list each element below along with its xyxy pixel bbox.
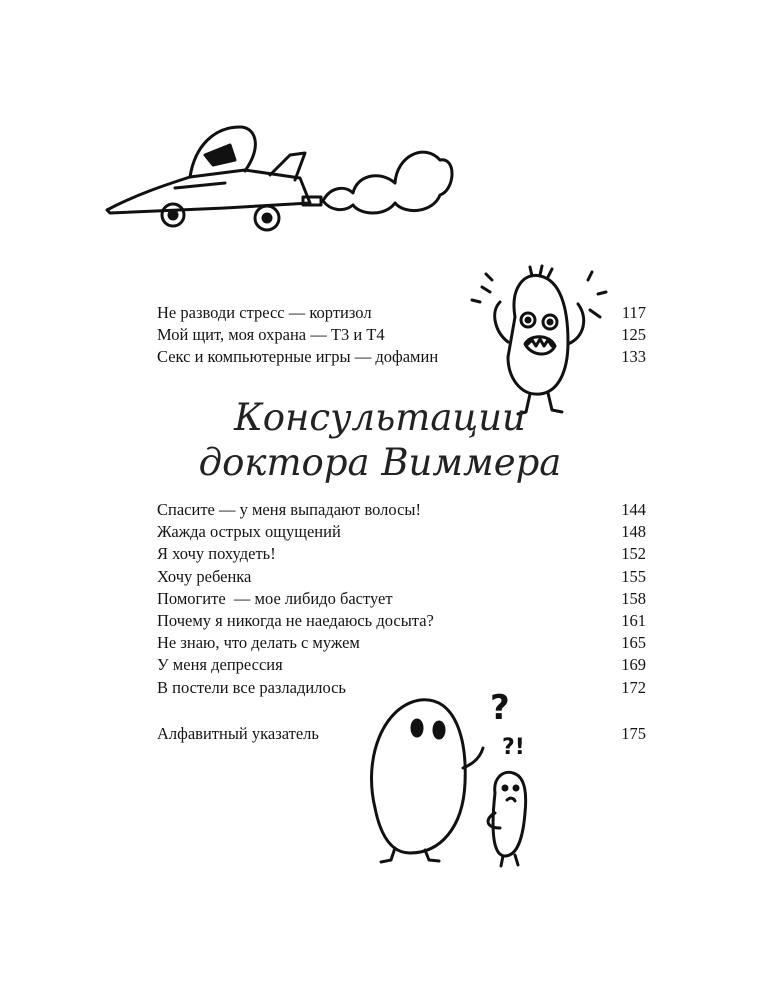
two-creatures-illustration [355,688,555,873]
toc-entry-page: 144 [621,500,646,519]
toc-entry-title: Не знаю, что делать с мужем [157,633,360,653]
toc-entry-title: Помогите — мое либидо бастует [157,588,393,608]
car-plane-illustration [95,115,455,245]
toc-entry-title: Почему я никогда не наедаюсь досыта? [157,610,434,630]
toc-entry-title: У меня депрессия [157,655,283,675]
toc-entry-page: 148 [621,522,646,542]
toc-entry[interactable] [157,677,646,699]
toc-entry-title: Спасите — у меня выпадают волосы! [157,500,421,519]
toc-entry[interactable] [157,543,646,565]
section-heading-line2: доктора Виммера [198,441,562,484]
section-heading-line1: Консультации [234,396,526,439]
big-question-mark: ? [490,688,510,728]
toc-entry-title: Хочу ребенка [157,566,252,586]
toc-entry-title: В постели все разладилось [157,677,346,697]
toc-entry-page: 165 [621,633,646,653]
small-question-exclamation: ?! [502,735,525,760]
toc-entry-title: Не разводи стресс — кортизол [157,303,372,322]
toc-section-hormones [157,302,646,369]
toc-entry-index[interactable] [157,723,646,745]
toc-entry-title: Жажда острых ощущений [157,522,341,542]
toc-entry-page: 155 [621,566,646,586]
toc-section-consultations [157,499,646,699]
toc-entry-page: 158 [621,588,646,608]
section-heading [150,395,610,485]
toc-entry[interactable] [157,632,646,654]
toc-entry[interactable] [157,610,646,632]
toc-entry[interactable] [157,654,646,676]
toc-entry-page: 117 [621,303,646,322]
toc-entry-page: 172 [621,677,646,697]
toc-entry-page: 161 [621,610,646,630]
toc-entry[interactable] [157,566,646,588]
toc-entry-page: 133 [621,347,646,367]
toc-entry-page: 169 [621,655,646,675]
toc-entry[interactable] [157,346,646,368]
toc-entry[interactable] [157,499,646,521]
toc-entry[interactable] [157,588,646,610]
toc-entry-title: Мой щит, моя охрана — Т3 и Т4 [157,325,385,345]
toc-entry-page: 175 [621,724,646,743]
toc-section-index [157,723,646,745]
toc-entry[interactable] [157,302,646,324]
toc-entry-title: Я хочу похудеть! [157,544,276,564]
toc-entry-page: 152 [621,544,646,564]
toc-entry-title: Алфавитный указатель [157,724,319,743]
toc-entry-page: 125 [621,325,646,345]
toc-entry-title: Секс и компьютерные игры — дофамин [157,347,439,367]
toc-entry[interactable] [157,324,646,346]
toc-entry[interactable] [157,521,646,543]
